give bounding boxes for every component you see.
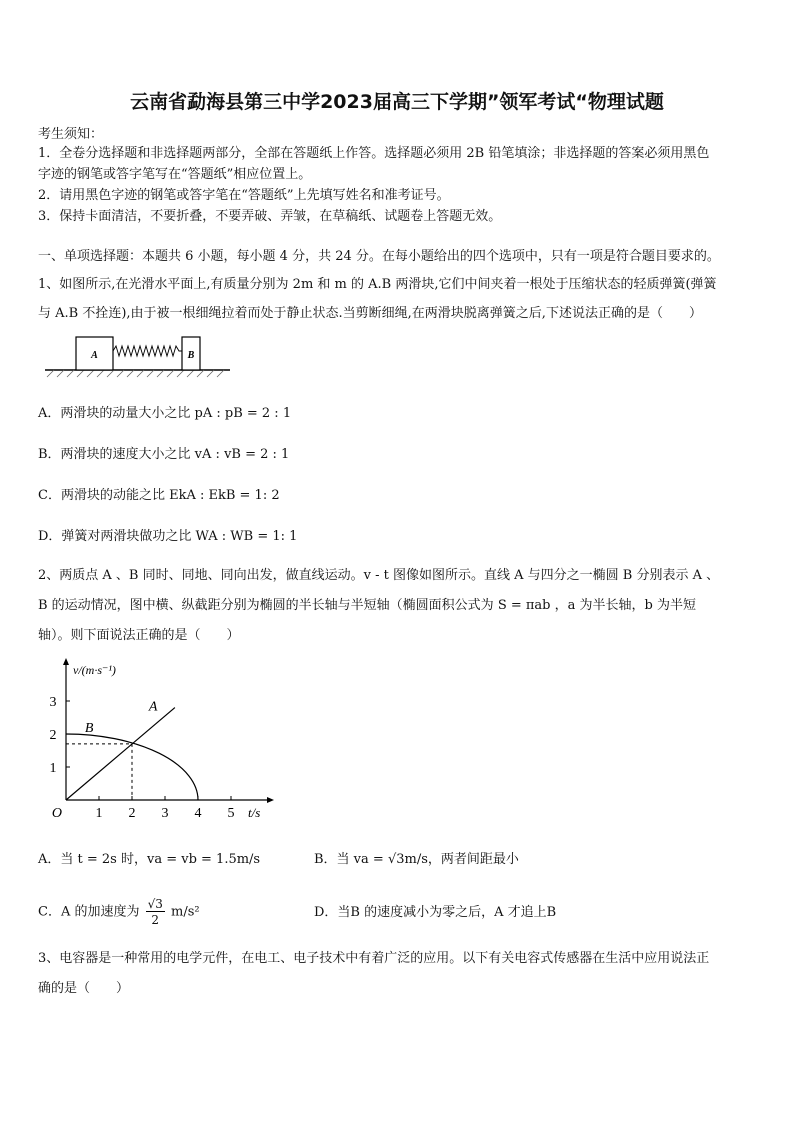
spring [113, 346, 182, 356]
fraction-numerator: √3 [147, 897, 163, 911]
y-tick-label: 1 [49, 761, 57, 776]
q3-stem-line: 3、电容器是一种常用的电学元件，在电工、电子技术中有着广泛的应用。以下有关电容式传感器在生活中应用说法正 [38, 951, 710, 966]
notice-heading: 考生须知： [38, 127, 104, 142]
x-tick-label: 5 [227, 806, 235, 821]
x-tick-label: 2 [128, 806, 136, 821]
y-axis-label: v/(m·s⁻¹) [73, 663, 116, 677]
q2-stem-line: 2、两质点 A 、B 同时、同地、同向出发，做直线运动。v - t 图像如图所示。直线 A 与四分之一椭圆 B 分别表示 A 、 [38, 568, 720, 583]
q1-option-c: C．两滑块的动能之比 EkA : EkB = 1: 2 [38, 488, 280, 503]
section-heading: 一、单项选择题：本题共 6 小题，每小题 4 分，共 24 分。在每小题给出的四个选项中，只有一项是符合题目要求的。 [38, 249, 720, 264]
origin-label: O [51, 806, 62, 821]
series-a-label: A [148, 699, 158, 715]
q2-option-b: B．当 va = √3m/s，两者间距最小 [314, 852, 519, 867]
ground-hatch [47, 370, 224, 377]
y-tick-label: 2 [49, 728, 57, 743]
fraction-denominator: 2 [151, 913, 160, 927]
q2-option-c-prefix: C．A 的加速度为 [38, 904, 140, 920]
q1-option-b: B．两滑块的速度大小之比 vA : vB = 2 : 1 [38, 447, 290, 462]
series-a-line [66, 708, 175, 800]
q3-stem-line: 确的是（ ） [38, 981, 130, 996]
x-tick-label: 3 [161, 806, 169, 821]
page-title: 云南省勐海县第三中学2023届高三下学期”领军考试“物理试题 [130, 91, 664, 113]
block-a-label: A [91, 350, 98, 361]
x-axis-arrow [267, 797, 274, 803]
block-b-label: B [187, 350, 195, 361]
x-axis-label: t/s [248, 805, 261, 820]
q2-stem-line: 轴）。则下面说法正确的是（ ） [38, 628, 240, 643]
vt-chart [40, 650, 280, 830]
notice-item: 字迹的钢笔或答字笔写在“答题纸”相应位置上。 [38, 167, 312, 182]
q2-stem-line: B 的运动情况，图中横、纵截距分别为椭圆的半长轴与半短轴（椭圆面积公式为 S = πab ，a 为半长轴，b 为半短 [38, 598, 696, 613]
q2-option-d: D．当B 的速度减小为零之后，A 才追上B [314, 905, 557, 920]
x-tick-label: 4 [194, 806, 202, 821]
fraction [146, 898, 165, 926]
q2-option-c [38, 898, 200, 926]
q2-option-a: A．当 t = 2s 时，va = vb = 1.5m/s [38, 852, 261, 867]
q1-option-a: A．两滑块的动量大小之比 pA : pB = 2 : 1 [38, 406, 292, 421]
series-b-label: B [84, 721, 94, 736]
notice-item: 2．请用黑色字迹的钢笔或答字笔在“答题纸”上先填写姓名和准考证号。 [38, 188, 450, 203]
notice-item: 3．保持卡面清洁，不要折叠，不要弄破、弄皱，在草稿纸、试题卷上答题无效。 [38, 209, 502, 224]
x-tick-label: 1 [95, 806, 103, 821]
q2-option-c-unit: m/s² [171, 904, 200, 920]
notice-item: 1．全卷分选择题和非选择题两部分，全部在答题纸上作答。选择题必须用 2B 铅笔填涂；非选择题的答案必须用黑色 [38, 146, 710, 161]
q1-figure [45, 332, 235, 380]
y-axis-arrow [63, 658, 69, 665]
y-tick-label: 3 [49, 695, 57, 710]
q1-option-d: D．弹簧对两滑块做功之比 WA : WB = 1: 1 [38, 529, 298, 544]
q1-stem-line: 1、如图所示,在光滑水平面上,有质量分别为 2m 和 m 的 A.B 两滑块,它们中间夹着一根处于压缩状态的轻质弹簧(弹簧 [38, 277, 717, 292]
q1-stem-line: 与 A.B 不拴连),由于被一根细绳拉着而处于静止状态.当剪断细绳,在两滑块脱离弹簧之后,下述说法正确的是（ ） [38, 306, 702, 321]
